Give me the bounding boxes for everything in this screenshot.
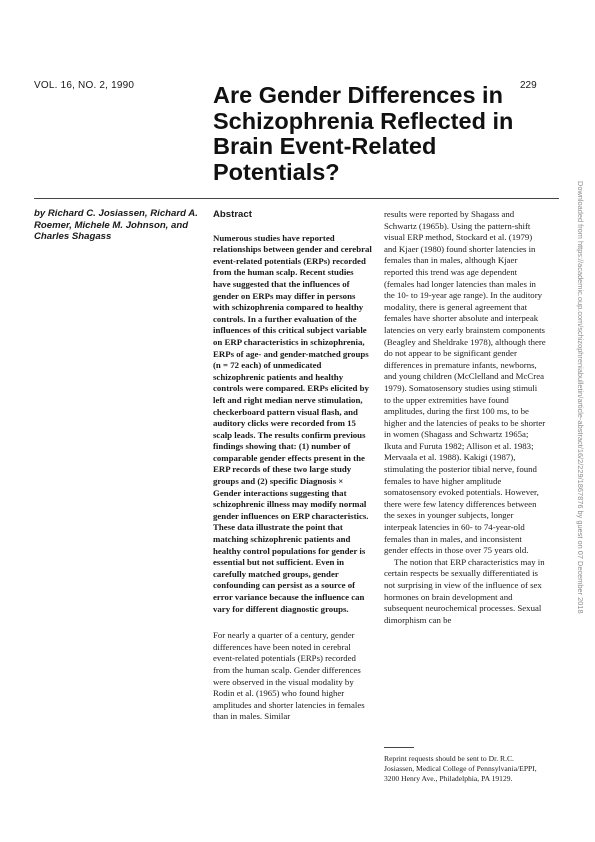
reprint-footnote: Reprint requests should be sent to Dr. R.C. Josiassen, Medical College of Pennsylvania/EPPI, 3200 Henry Ave., Philadelphia, PA 19129.: [384, 754, 537, 783]
author-byline: by Richard C. Josiassen, Richard A. Roemer, Michele M. Johnson, and Charles Shagass: [34, 208, 198, 243]
page-number: 229: [520, 80, 537, 91]
article-title: Are Gender Differences in Schizophrenia Reflected in Brain Event-Related Potentials?: [213, 82, 514, 185]
download-watermark: Downloaded from https://academic.oup.com/schizophreniabulletin/article-abstract/16/2/229/1867876 by guest on 07 December 2018: [576, 181, 585, 614]
footnote-rule: [384, 747, 414, 748]
volume-issue: VOL. 16, NO. 2, 1990: [34, 80, 135, 91]
column-abstract: [213, 209, 373, 723]
intro-paragraph: For nearly a quarter of a century, gender differences have been noted in cerebral event-related potentials (ERPs) recorded from the human scalp. Gender differences were observed in the visual modality by Rodin et al. (1965) who found higher amplitudes and shorter latencies in females than in males. Similar: [213, 630, 365, 722]
header-rule: [34, 198, 559, 199]
body-paragraph-2: The notion that ERP characteristics may in certain respects be sexually differentiated is not surprising in view of the influence of sex hormones on brain development and subsequent neurochemical processes. Sexual dimorphism can be: [384, 556, 545, 625]
column-body-continued: [384, 209, 546, 626]
abstract-heading: Abstract: [213, 209, 252, 220]
abstract-text: Numerous studies have reported relationships between gender and cerebral event-related potentials (ERPs) recorded from the human scalp. Recent studies have suggested that the influences of gender on ERPs may differ in persons with schizophrenia compared to healthy controls. In a further evaluation of the influences of this critical subject variable on ERP characteristics in schizophrenia, ERPs of age- and gender-matched groups (n = 72 each) of unmedicated schizophrenic patients and healthy controls were compared. ERPs elicited by left and right median nerve stimulation, checkerboard pattern visual flash, and auditory clicks were recorded from 15 scalp leads. The results confirm previous findings showing that: (1) number of comparable gender effects present in the ERP records of these two large study groups and (2) specific Diagnosis × Gender interactions suggesting that schizophrenic illness may modify normal gender influences on ERP characteristics. These data illustrate the point that matching schizophrenic patients and healthy control populations for gender is essential but not sufficient. Even in carefully matched groups, gender confounding can persist as a source of error variance because the influence can vary for different diagnostic groups.: [213, 232, 372, 614]
body-paragraph-1: results were reported by Shagass and Schwartz (1965b). Using the pattern-shift visual ERP method, Stockard et al. (1979) and Kjaer (1980) found shorter latencies in females than in males, although Kjaer reported this trend was age dependent (females had longer latencies than males in the 10- to 19-year age range). In the auditory modality, there is general agreement that females have shorter absolute and interpeak latencies on very early brainstem components (Beagley and Sheldrake 1978), although there do not appear to be significant gender differences in premature infants, newborns, and young children (McClelland and McCrea 1979). Somatosensory studies using stimuli to the upper extremities have found amplitudes, during the first 100 ms, to be higher and the latencies of peaks to be shorter in women (Shagass and Schwartz 1965a; Ikuta and Furuta 1982; Allison et al. 1983; Mervaala et al. 1988). Kakigi (1987), stimulating the posterior tibial nerve, found females to have higher amplitude somatosensory evoked potentials. However, there were few latency differences between the sexes in younger subjects, longer interpeak latencies in 60- to 74-year-old females than in males, and inconsistent gender effects in those over 75 years old.: [384, 209, 546, 556]
